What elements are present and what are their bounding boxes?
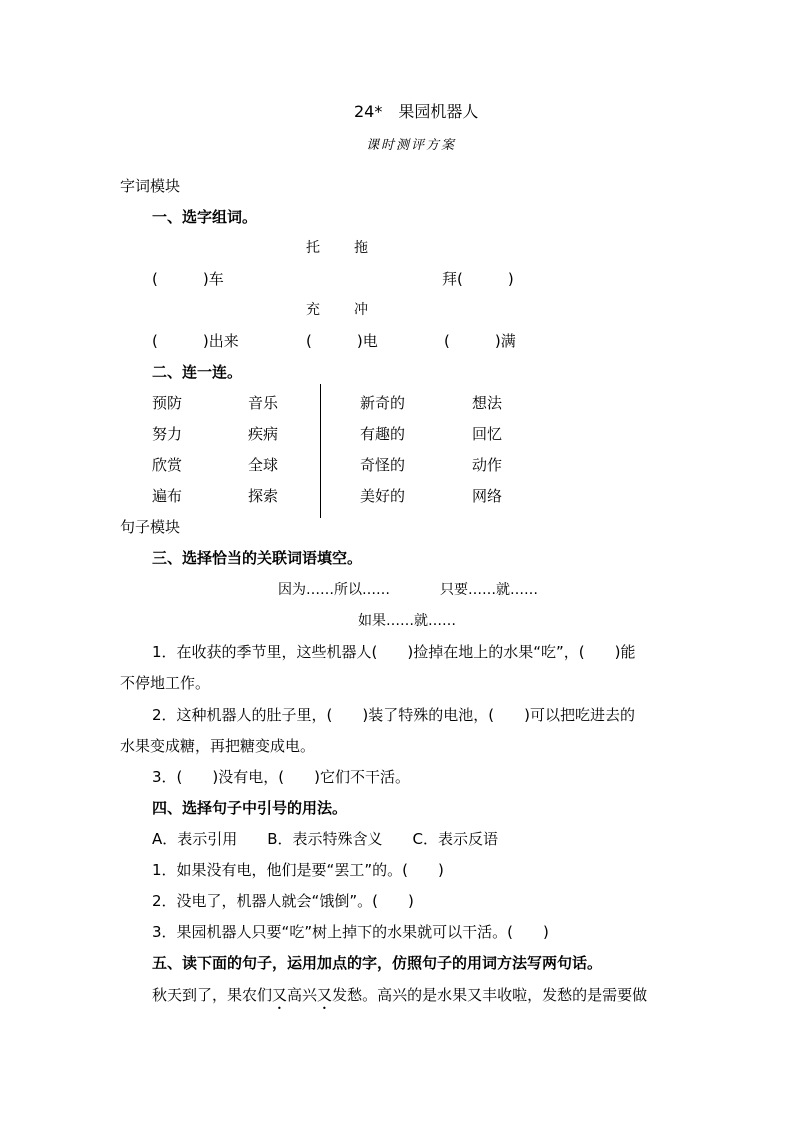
q1-pair1-char-b: 拖 <box>354 240 368 256</box>
q2-left-a-4: 遍布 <box>152 487 183 505</box>
q5-text-after: 发愁。高兴的是水果又丰收啦，发愁的是需要做 <box>332 986 648 1004</box>
q2-right-b-4: 网络 <box>472 487 503 505</box>
q2-left-b-4: 探索 <box>248 487 279 505</box>
q2-right-b-2: 回忆 <box>472 425 503 443</box>
q3-heading: 三、选择恰当的关联词语填空。 <box>152 549 363 567</box>
q5-text-before: 秋天到了，果农们 <box>152 986 273 1004</box>
q1-blank-1: ( )车 <box>152 270 224 288</box>
q3-sentence-2-line-2: 水果变成糖，再把糖变成电。 <box>120 737 316 755</box>
q1-blank-5: ( )满 <box>444 332 516 350</box>
q2-left-a-1: 预防 <box>152 394 183 412</box>
q5-dotted-char-2: 又 <box>317 986 333 1004</box>
document-subtitle: 课时测评方案 <box>366 138 457 153</box>
q3-option-1: 因为……所以…… <box>278 582 390 598</box>
q4-sentence-3: 3．果园机器人只要“吃”树上掉下的水果就可以干活。( ) <box>152 923 549 941</box>
q1-pair2-char-a: 充 <box>306 302 320 318</box>
q1-blank-2: 拜( ) <box>442 270 514 288</box>
section-heading-sentences: 句子模块 <box>120 518 181 536</box>
q5-dotted-char-1: 又 <box>272 986 288 1004</box>
q2-left-b-3: 全球 <box>248 456 279 474</box>
q2-right-a-4: 美好的 <box>360 487 406 505</box>
q4-heading: 四、选择句子中引号的用法。 <box>152 799 348 817</box>
q3-sentence-1-line-2: 不停地工作。 <box>120 674 211 692</box>
q5-example-sentence <box>152 985 647 1013</box>
q2-heading: 二、连一连。 <box>152 363 243 381</box>
q2-right-b-3: 动作 <box>472 456 503 474</box>
q4-sentence-2: 2．没电了，机器人就会“饿倒”。( ) <box>152 892 414 910</box>
q2-column-divider <box>320 384 321 518</box>
q3-sentence-1-line-1: 1．在收获的季节里，这些机器人( )捡掉在地上的水果“吃”，( )能 <box>152 643 636 661</box>
q5-heading: 五、读下面的句子，运用加点的字，仿照句子的用词方法写两句话。 <box>152 954 603 972</box>
q4-sentence-1: 1．如果没有电，他们是要“罢工”的。( ) <box>152 861 444 879</box>
q3-option-2: 只要……就…… <box>440 582 538 598</box>
q2-right-b-1: 想法 <box>472 394 503 412</box>
q2-left-a-2: 努力 <box>152 425 183 443</box>
q3-sentence-3: 3．( )没有电，( )它们不干活。 <box>152 768 410 786</box>
q5-text-mid: 高兴 <box>287 986 318 1004</box>
q3-sentence-2-line-1: 2．这种机器人的肚子里，( )装了特殊的电池，( )可以把吃进去的 <box>152 706 635 724</box>
q1-pair1-char-a: 托 <box>306 240 320 256</box>
document-title: 24* 果园机器人 <box>354 102 479 121</box>
q1-blank-4: ( )电 <box>306 332 378 350</box>
q1-heading: 一、选字组词。 <box>152 208 258 226</box>
q4-options: A．表示引用 B．表示特殊含义 C．表示反语 <box>152 830 499 848</box>
q2-left-a-3: 欣赏 <box>152 456 183 474</box>
q1-blank-3: ( )出来 <box>152 332 239 350</box>
q2-right-a-2: 有趣的 <box>360 425 406 443</box>
q2-right-a-3: 奇怪的 <box>360 456 406 474</box>
q2-right-a-1: 新奇的 <box>360 394 406 412</box>
q2-left-b-2: 疾病 <box>248 425 279 443</box>
q3-option-3: 如果……就…… <box>358 613 456 629</box>
section-heading-words: 字词模块 <box>120 177 181 195</box>
q1-pair2-char-b: 冲 <box>354 302 368 318</box>
q2-left-b-1: 音乐 <box>248 394 279 412</box>
